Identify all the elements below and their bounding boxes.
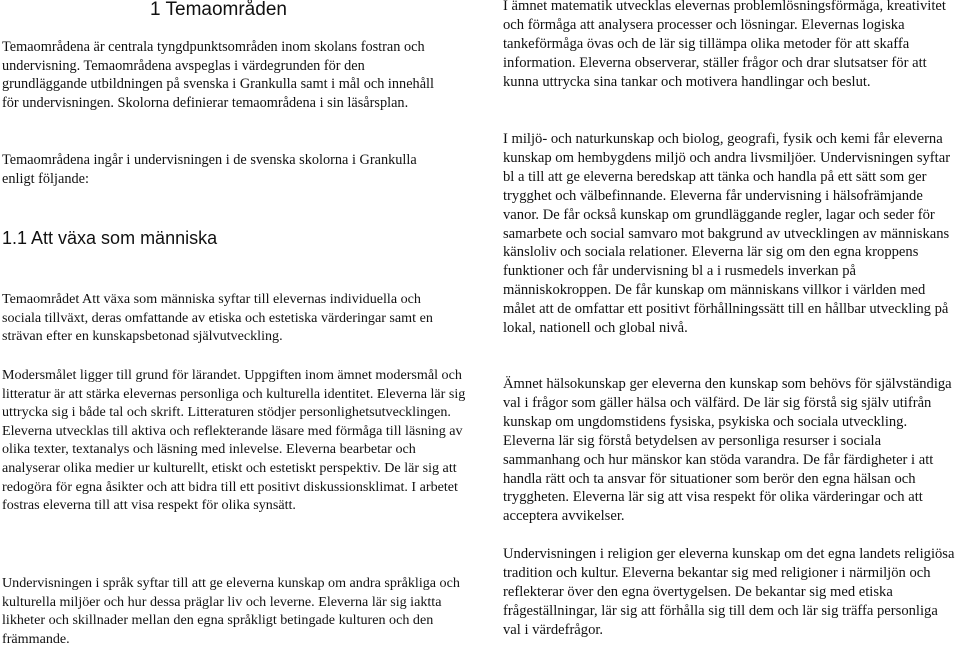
- subsection-heading: 1.1 Att växa som människa: [2, 228, 218, 248]
- math-paragraph: I ämnet matematik utvecklas elevernas problemlösningsförmåga, kreativitet och förmåga att analysera processer och lösningar. Elevernas logiska tankeförmåga övas och de lär sig tillämpa olika metoder för att skaffa information. Eleverna observerar, ställer frågor och drar slutsatser för att kunna uttrycka sina tankar och motivera handlingar och beslut.: [503, 0, 946, 90]
- body-paragraph-1: Temaområdet Att växa som människa syftar till elevernas individuella och sociala tillväxt, deras omfattande av etiska och estetiska värderingar samt en strävan efter en kunskapsbetonad självutveckling.: [2, 291, 433, 345]
- intro-paragraph: Temaområdena är centrala tyngdpunktsområden inom skolans fostran och undervisning. Temaområdena avspeglas i värdegrunden för den grundläggande utbildningen på svenska i Grankulla samt i mål och innehåll för undervisningen. Skolorna definierar temaområdena i sin läsårsplan.: [2, 39, 434, 111]
- body-paragraph-2: Modersmålet ligger till grund för lärandet. Uppgiften inom ämnet modersmål och litteratur är att stärka elevernas personliga och kulturella identitet. Eleverna lär sig uttrycka sig i både tal och skrift. Litteraturen stödjer personlighetsutvecklingen. Eleverna utvecklas till aktiva och reflekterande läsare med förmåga till läsning av olika texter, textanalys och läsning med inlevelse. Eleverna bearbetar och analyserar olika medier ur kulturellt, etiskt och estetiskt perspektiv. De lär sig att redogöra för egna åsikter och att bidra till ett positivt diskussionsklimat. I arbetet fostras eleverna till att visa respekt för olika synsätt.: [2, 367, 466, 514]
- religion-paragraph: Undervisningen i religion ger eleverna kunskap om det egna landets religiösa tradition och kultur. Eleverna bekantar sig med religioner i närmiljön och reflekterar över den egna övertygelsen. De bekantar sig med etiska frågeställningar, lär sig att förhålla sig till dem och lär sig träffa personliga val i värdefrågor.: [503, 546, 955, 638]
- section-heading: 1 Temaområden: [150, 0, 287, 20]
- body-paragraph-3: Undervisningen i språk syftar till att ge eleverna kunskap om andra språkliga och kulturella miljöer och hur dessa präglar liv och leverne. Eleverna lär sig iaktta likheter och skillnader mellan den egna språkligt betingade kulturen och den främmande.: [2, 575, 460, 647]
- science-paragraph: I miljö- och naturkunskap och biolog, geografi, fysik och kemi får eleverna kunskap om hembygdens miljö och andra livsmiljöer. Undervisningen syftar bl a till att ge eleverna beredskap att tänka och handla på ett sätt som ger trygghet och välbefinnande. Eleverna får undervisning i hälsofrämjande vanor. De får också kunskap om grundläggande regler, lagar och seder för samarbete och social samvaro mot bakgrund av utvecklingen av människans känsloliv och sociala relationer. Eleverna lär sig om den egna kroppens funktioner och får undervisning bl a i rusmedels inverkan på människokroppen. De får kunskap om människans villkor i världen med målet att de omfattar ett positivt förhållningssätt till en hållbar utveckling på lokal, nationell och global nivå.: [503, 131, 951, 337]
- health-paragraph: Ämnet hälsokunskap ger eleverna den kunskap som behövs för självständiga val i frågor som gäller hälsa och välfärd. De lär sig förstå sig själv utifrån kunskap om ungdomstidens fysiska, psykiska och sociala utveckling. Eleverna lär sig förstå betydelsen av personliga resurser i sociala sammanhang och hur mänskor kan stöda varandra. De får färdigheter i att handla rätt och ta ansvar för situationer som berör den egna hälsan och tryggheten. Eleverna lär sig att visa respekt för olika värderingar och att acceptera avvikelser.: [503, 376, 952, 525]
- intro2-paragraph: Temaområdena ingår i undervisningen i de svenska skolorna i Grankulla enligt följande:: [2, 152, 417, 187]
